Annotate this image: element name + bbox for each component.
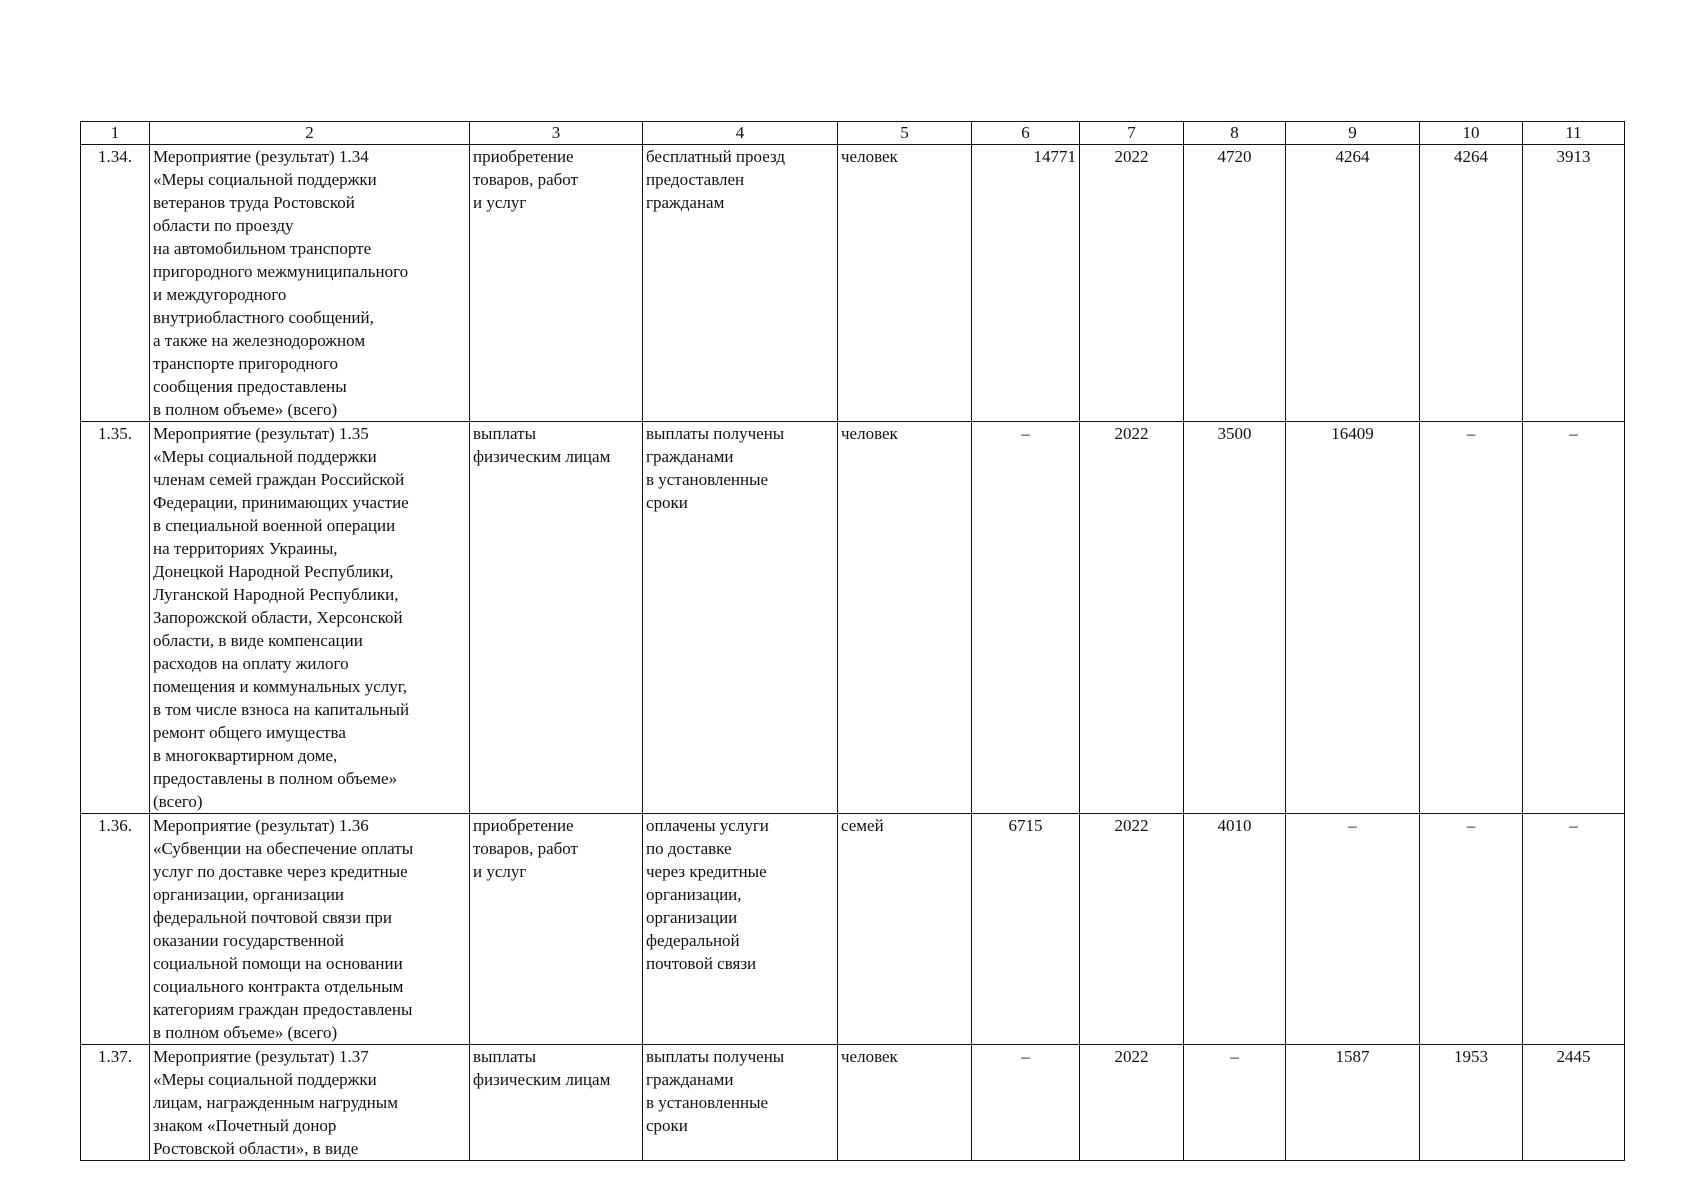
- value-cell: 16409: [1286, 422, 1420, 814]
- column-header: 6: [972, 122, 1080, 145]
- column-header: 7: [1080, 122, 1184, 145]
- event-result: выплаты получены гражданами в установленные сроки: [643, 1045, 838, 1161]
- row-number: 1.36.: [81, 814, 150, 1045]
- row-number: 1.35.: [81, 422, 150, 814]
- value-cell: –: [1523, 422, 1625, 814]
- event-type: приобретение товаров, работ и услуг: [470, 145, 643, 422]
- event-type: выплаты физическим лицам: [470, 1045, 643, 1161]
- column-header: 3: [470, 122, 643, 145]
- header-row: [81, 122, 1625, 145]
- value-cell: 3913: [1523, 145, 1625, 422]
- column-header: 1: [81, 122, 150, 145]
- value-cell: 3500: [1184, 422, 1286, 814]
- value-cell: 2445: [1523, 1045, 1625, 1161]
- value-cell: –: [1420, 814, 1523, 1045]
- unit-cell: семей: [838, 814, 972, 1045]
- event-name: Мероприятие (результат) 1.34 «Меры социальной поддержки ветеранов труда Ростовской области по проезду на автомобильном транспорте пригородного межмуниципального и междугородного внутриобластного сообщений, а также на железнодорожном транспорте пригородного сообщения предоставлены в полном объеме» (всего): [150, 145, 470, 422]
- row-number: 1.34.: [81, 145, 150, 422]
- value-cell: –: [1420, 422, 1523, 814]
- event-name: Мероприятие (результат) 1.36 «Субвенции на обеспечение оплаты услуг по доставке через кредитные организации, организации федеральной почтовой связи при оказании государственной социальной помощи на основании социального контракта отдельным категориям граждан предоставлены в полном объеме» (всего): [150, 814, 470, 1045]
- column-header: 11: [1523, 122, 1625, 145]
- column-header: 4: [643, 122, 838, 145]
- year-cell: 2022: [1080, 422, 1184, 814]
- value-cell: 1953: [1420, 1045, 1523, 1161]
- value-cell: 6715: [972, 814, 1080, 1045]
- value-cell: 4264: [1420, 145, 1523, 422]
- event-result: оплачены услуги по доставке через кредитные организации, организации федеральной почтовой связи: [643, 814, 838, 1045]
- year-cell: 2022: [1080, 814, 1184, 1045]
- value-cell: –: [1523, 814, 1625, 1045]
- value-cell: 14771: [972, 145, 1080, 422]
- year-cell: 2022: [1080, 1045, 1184, 1161]
- column-header: 9: [1286, 122, 1420, 145]
- event-result: бесплатный проезд предоставлен гражданам: [643, 145, 838, 422]
- column-header: 10: [1420, 122, 1523, 145]
- table-row: [81, 422, 1625, 814]
- column-header: 8: [1184, 122, 1286, 145]
- table-row: [81, 145, 1625, 422]
- value-cell: 4010: [1184, 814, 1286, 1045]
- column-header: 5: [838, 122, 972, 145]
- row-number: 1.37.: [81, 1045, 150, 1161]
- event-name: Мероприятие (результат) 1.37 «Меры социальной поддержки лицам, награжденным нагрудным знаком «Почетный донор Ростовской области», в виде: [150, 1045, 470, 1161]
- measures-table: [80, 121, 1625, 1161]
- value-cell: 4264: [1286, 145, 1420, 422]
- value-cell: –: [972, 1045, 1080, 1161]
- value-cell: –: [1184, 1045, 1286, 1161]
- value-cell: 4720: [1184, 145, 1286, 422]
- table-row: [81, 1045, 1625, 1161]
- column-header: 2: [150, 122, 470, 145]
- table-row: [81, 814, 1625, 1045]
- value-cell: –: [1286, 814, 1420, 1045]
- event-type: приобретение товаров, работ и услуг: [470, 814, 643, 1045]
- unit-cell: человек: [838, 422, 972, 814]
- unit-cell: человек: [838, 1045, 972, 1161]
- value-cell: –: [972, 422, 1080, 814]
- year-cell: 2022: [1080, 145, 1184, 422]
- event-name: Мероприятие (результат) 1.35 «Меры социальной поддержки членам семей граждан Российской Федерации, принимающих участие в специальной военной операции на территориях Украины, Донецкой Народной Республики, Луганской Народной Республики, Запорожской области, Херсонской области, в виде компенсации расходов на оплату жилого помещения и коммунальных услуг, в том числе взноса на капитальный ремонт общего имущества в многоквартирном доме, предоставлены в полном объеме» (всего): [150, 422, 470, 814]
- unit-cell: человек: [838, 145, 972, 422]
- event-result: выплаты получены гражданами в установленные сроки: [643, 422, 838, 814]
- value-cell: 1587: [1286, 1045, 1420, 1161]
- event-type: выплаты физическим лицам: [470, 422, 643, 814]
